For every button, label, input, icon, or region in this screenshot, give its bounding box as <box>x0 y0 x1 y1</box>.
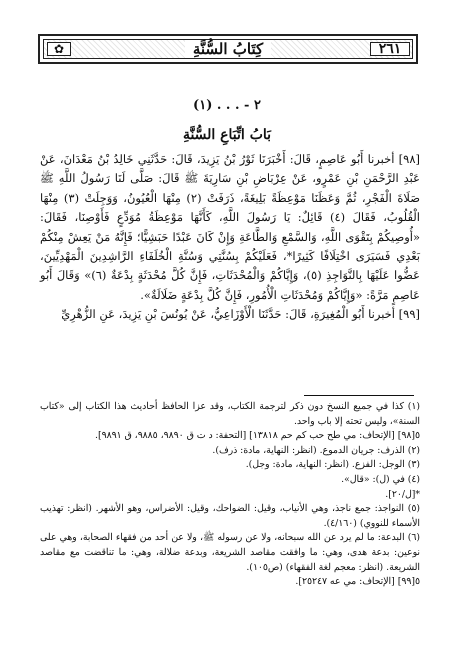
footnote: *[ل/٢٠]. <box>385 488 420 500</box>
hadith-98: [٩٨] أخبرنا أَبُو عَاصِمٍ، قَالَ: أَخْبَرَنَا ثَوْرُ بْنُ يَزِيدَ، قَالَ: حَدَّثَنِي خَالِدُ بْنُ مَعْدَانَ، عَنْ عَبْدِ الرَّحْمَنِ بْنِ عَمْرٍو، عَنْ عِرْبَاضِ بْنِ سَارِيَةَ ﷺ قَالَ: صَلَّى لَنَا رَسُولُ اللَّهِ ﷺ صَلَاةَ الْفَجْرِ، ثُمَّ وَعَظَنَا مَوْعِظَةً بَلِيغَةً، ذَرَفَتْ (٢) مِنْهَا الْعُيُونُ، وَوَجِلَتْ (٣) مِنْهَا الْقُلُوبُ، فَقَالَ (٤) قَائِلٌ: يَا رَسُولَ اللَّهِ، كَأَنَّهَا مَوْعِظَةُ مُوَدِّعٍ فَأَوْصِنَا، فَقَالَ: «أُوصِيكُمْ بِتَقْوَى اللَّهِ، وَالسَّمْعِ وَالطَّاعَةِ وَإِنْ كَانَ عَبْدًا حَبَشِيًّا؛ فَإِنَّهُ مَنْ يَعِشْ مِنْكُمْ بَعْدِي فَسَيَرَى اخْتِلَافًا كَثِيرًا*، فَعَلَيْكُمْ بِسُنَّتِي وَسُنَّةِ الْخُلَفَاءِ الرَّاشِدِينَ الْمَهْدِيِّينَ، عَضُّوا عَلَيْهَا بِالنَّوَاجِذِ (٥)، وَإِيَّاكُمْ وَالْمُحْدَثَاتِ، فَإِنَّ كُلَّ مُحْدَثَةٍ بِدْعَةٌ (٦)» وَقَالَ أَبُو عَاصِمٍ مَرَّةً: «وَإِيَّاكُمْ وَمُحْدَثَاتِ الْأُمُورِ، فَإِنَّ كُلَّ بِدْعَةٍ ضَلَالَةٌ». <box>40 152 420 302</box>
section-number: ٢ - . . . (١) <box>193 98 261 113</box>
book-title: كِتَابُ السُّنَّةِ <box>185 40 271 58</box>
footnote: (٢) الذرف: جريان الدموع. (انظر: النهاية، مادة: ذرف). <box>212 444 420 456</box>
page-number: ٢٦١ <box>370 42 410 56</box>
chapter-title: بَابُ اتِّبَاعِ السُّنَّةِ <box>182 127 272 143</box>
header-ornament-band <box>43 39 413 59</box>
footnote: ٥[٩٩] [الإتحاف: مي عه ٢٥٢٤٧]. <box>295 576 420 588</box>
footnote: (٤) في (ل): «قال». <box>341 473 420 485</box>
footnote: (٦) البدعة: ما لم يرد عن الله سبحانه، ولا عن رسوله ﷺ، ولا عن أحد من فقهاء الصحابة، وهي على نوعين: بدعة هدى، وهي: ما وافقت مقاصد الشريعة، وبدعة ضلالة، وهي: ما تناقضت مع مقاصد الشريعة. (انظر: معجم لغة الفقهاء) (ص١٠٥). <box>40 532 420 573</box>
footnote: ٥[٩٨] [الإتحاف: مي طح حب كم حم ١٣٨١٨] [التحفة: د ت ق ٩٨٩٠، ٩٨٨٥، ق ٩٨٩١]. <box>94 430 420 442</box>
main-text <box>40 150 420 325</box>
footnotes <box>40 400 420 590</box>
footnote-divider <box>304 395 414 396</box>
footnote: (١) كذا في جميع النسخ دون ذكر لترجمة الكتاب، وقد عزا الحافظ أحاديث هذا الكتاب إلى «كتاب السنة»، وليس تحته إلا باب واحد. <box>40 401 420 427</box>
hadith-99: [٩٩] أخبرنا أَبُو الْمُغِيرَةِ، قَالَ: حَدَّثَنَا الْأَوْزَاعِيُّ، عَنْ يُونُسَ بْنِ يَزِيدَ، عَنِ الزُّهْرِيِّ <box>61 307 420 322</box>
footnote: (٣) الوجل: الفزع. (انظر: النهاية، مادة: وجل). <box>245 459 420 471</box>
footnote: (٥) النواجذ: جمع ناجذ، وهي الأنياب، وقيل: الضواحك، وقيل: الأضراس، وهو الأشهر. (انظر: تهذيب الأسماء للنووي) (٤/١٦٠). <box>40 503 420 529</box>
emblem-icon: ✿ <box>47 42 71 56</box>
page-header <box>38 34 418 64</box>
